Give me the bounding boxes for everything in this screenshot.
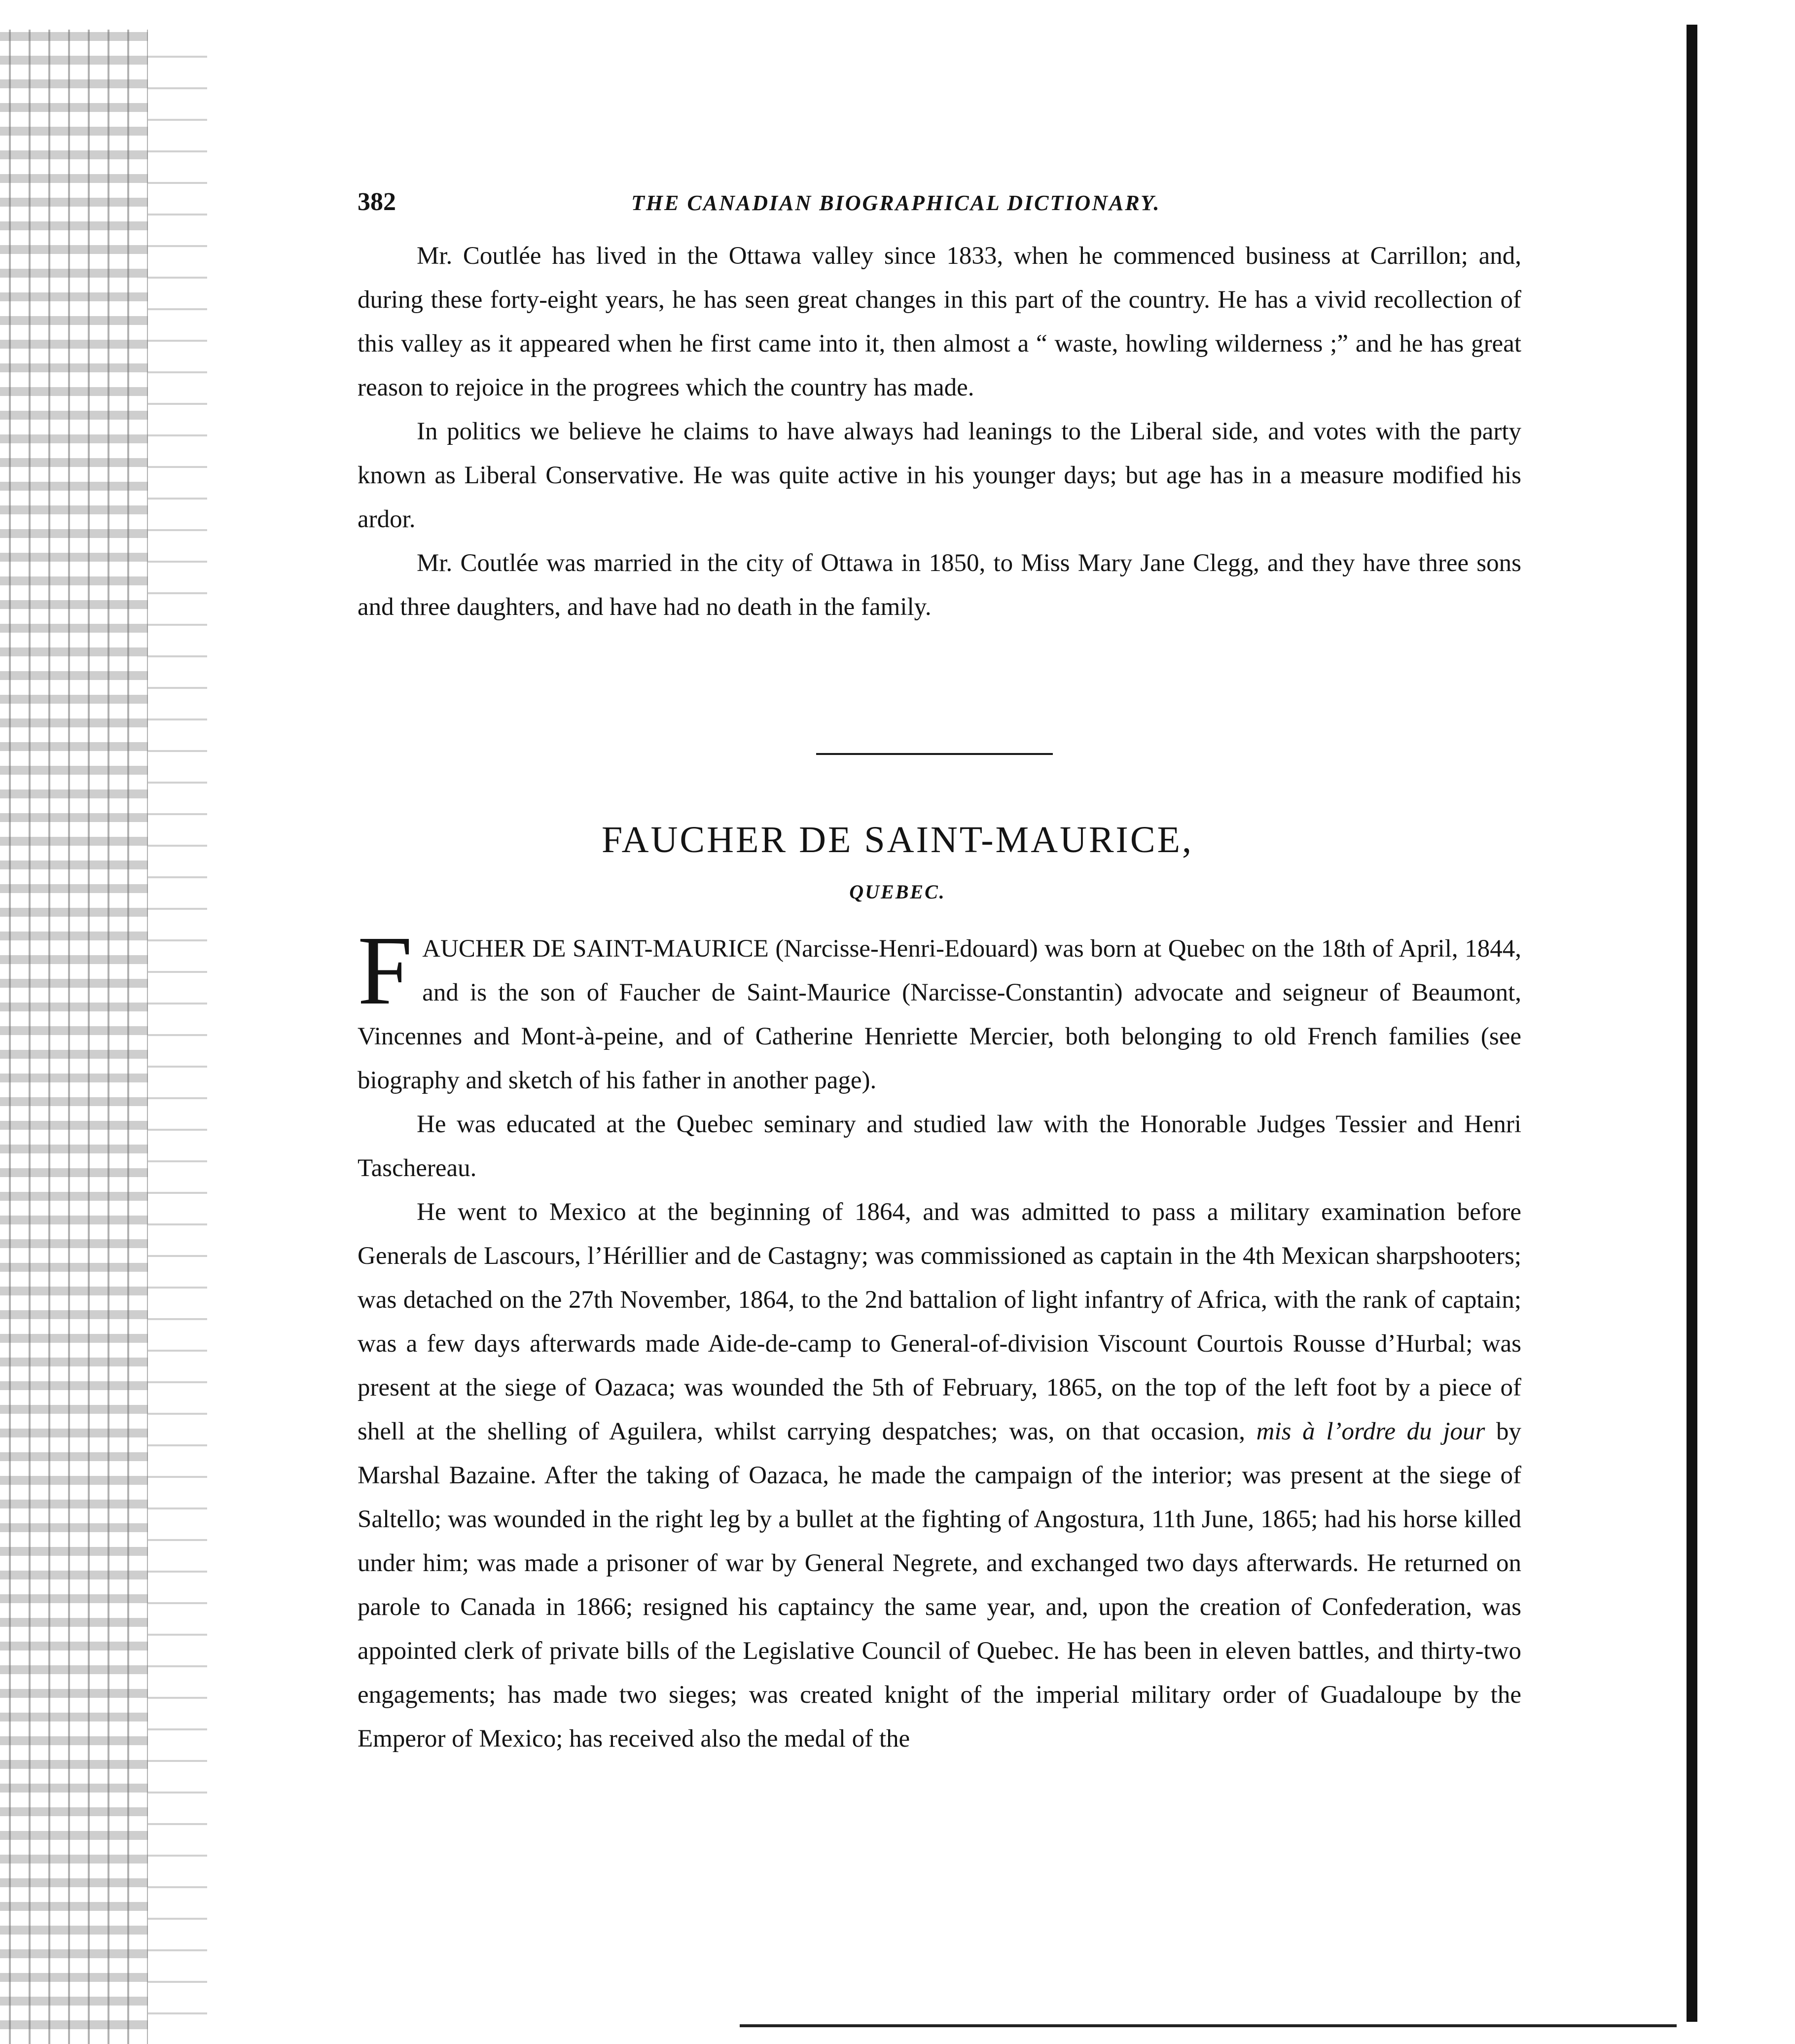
paragraph-text: by Marshal Bazaine. After the taking of Oazaca, he made the campaign of the interior; was present at the siege of Saltello; was wounded in the right leg by a bullet at the fighting of Angostura, 11th June, 1865; had his horse killed under him; was made a prisoner of war by General Negrete, and exchanged two days afterwards. He returned on parole to Canada in 1866; resigned his captaincy the same year, and, upon the creation of Confederation, was appointed clerk of private bills of the Legislative Council of Quebec. He has been in eleven battles, and thirty-two engagements; has made two sieges; was created knight of the imperial military order of Guadaloupe by the Emperor of Mexico; has received also the medal of the [358,1418,1522,1753]
scan-edge-noise [0,30,148,2044]
bottom-edge-rule [740,2024,1677,2027]
running-title: THE CANADIAN BIOGRAPHICAL DICTIONARY. [631,191,1161,215]
paragraph: Mr. Coutlée was married in the city of Ottawa in 1850, to Miss Mary Jane Clegg, and they have three sons and three daughters, and have had no death in the family. [358,549,1521,621]
biography-text [358,916,1522,1761]
scan-edge-shadow [148,30,207,2044]
drop-cap: F [358,916,413,1025]
section-divider [816,753,1053,755]
paragraph [358,1190,1521,1761]
page-header [358,187,1275,222]
paragraph [358,916,1521,1103]
paragraph: He was educated at the Quebec seminary and studied law with the Honorable Judges Tessier and Henri Taschereau. [358,1111,1521,1182]
page-number: 382 [358,188,396,216]
italic-phrase: mis à l’ordre du jour [1256,1418,1485,1445]
paragraph: In politics we believe he claims to have always had leanings to the Liberal side, and votes with the party known as Liberal Conservative. He was quite active in his younger days; but age has in a measure modified his ardor. [358,418,1521,533]
paragraph-text: He went to Mexico at the beginning of 1864, and was admitted to pass a military examination before Generals de Lascours, l’Hérillier and de Castagny; was commissioned as captain in the 4th Mexican sharpshooters; was detached on the 27th November, 1864, to the 2nd battalion of light infantry of Africa, with the rank of captain; was a few days afterwards made Aide-de-camp to General-of-division Viscount Courtois Rousse d’Hurbal; was present at the siege of Oazaca; was wounded the 5th of February, 1865, on the top of the left foot by a piece of shell at the shelling of Aguilera, whilst carrying despatches; was, on that occasion, [358,1198,1521,1445]
paragraph: Mr. Coutlée has lived in the Ottawa valley since 1833, when he commenced business at Carrillon; and, during these forty-eight years, he has seen great changes in this part of the country. He has a vivid recollection of this valley as it appeared when he first came into it, then almost a “ waste, howling wilderness ;” and he has great reason to rejoice in the progrees which the country has made. [358,242,1521,401]
previous-biography-text [358,234,1521,629]
biography-heading: FAUCHER DE SAINT-MAURICE, [602,819,1193,861]
biography-location: QUEBEC. [849,881,946,903]
paragraph-text: AUCHER DE SAINT-MAURICE (Narcisse-Henri-Edouard) was born at Quebec on the 18th of April, 1844, and is the son of Faucher de Saint-Maurice (Narcisse-Constantin) advocate and seigneur of Beaumont, Vincennes and Mont-à-peine, and of Catherine Henriette Mercier, both belonging to old French families (see biography and sketch of his father in another page). [358,935,1521,1094]
page-edge-rule [1687,25,1697,2022]
